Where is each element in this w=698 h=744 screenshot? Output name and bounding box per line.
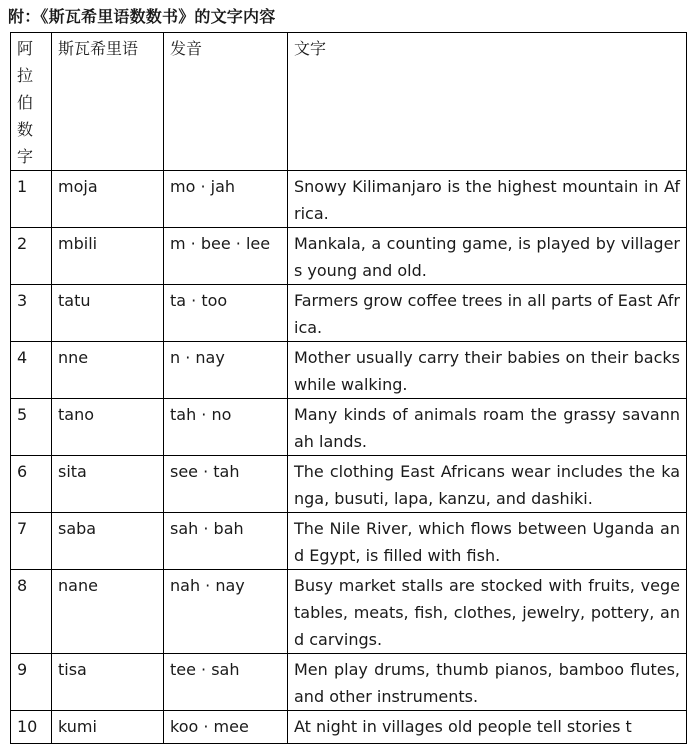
cell-text: Farmers grow coffee trees in all parts of East Africa.: [288, 285, 687, 342]
cell-pronunciation: sah · bah: [164, 513, 288, 570]
cell-number: 1: [11, 171, 52, 228]
document-title: 附：《斯瓦希里语数数书》的文字内容: [8, 7, 276, 26]
cell-swahili: mbili: [52, 228, 164, 285]
cell-swahili: tisa: [52, 654, 164, 711]
cell-text: Snowy Kilimanjaro is the highest mountain in Africa.: [288, 171, 687, 228]
header-cell-text: 文字: [288, 33, 687, 171]
header-number-label: 阿拉伯数字: [17, 39, 34, 166]
header-cell-number: [11, 33, 52, 171]
table-row: [11, 513, 687, 570]
header-cell-swahili: 斯瓦希里语: [52, 33, 164, 171]
cell-swahili: sita: [52, 456, 164, 513]
cell-number: 2: [11, 228, 52, 285]
table-row: [11, 228, 687, 285]
cell-pronunciation: see · tah: [164, 456, 288, 513]
cell-pronunciation: tee · sah: [164, 654, 288, 711]
cell-number: 9: [11, 654, 52, 711]
cell-swahili: nne: [52, 342, 164, 399]
cell-pronunciation: ta · too: [164, 285, 288, 342]
swahili-counting-table: [10, 32, 687, 744]
cell-swahili: moja: [52, 171, 164, 228]
table-row: [11, 711, 687, 744]
cell-pronunciation: mo · jah: [164, 171, 288, 228]
cell-pronunciation: nah · nay: [164, 570, 288, 654]
cell-number: 7: [11, 513, 52, 570]
cell-number: 10: [11, 711, 52, 744]
cell-number: 5: [11, 399, 52, 456]
cell-text: At night in villages old people tell stories t: [288, 711, 687, 744]
cell-swahili: tano: [52, 399, 164, 456]
cell-swahili: kumi: [52, 711, 164, 744]
cell-pronunciation: tah · no: [164, 399, 288, 456]
cell-number: 4: [11, 342, 52, 399]
cell-text: Busy market stalls are stocked with fruits, vegetables, meats, fish, clothes, jewelry, pottery, and carvings.: [288, 570, 687, 654]
cell-number: 6: [11, 456, 52, 513]
cell-text: The clothing East Africans wear includes the kanga, busuti, lapa, kanzu, and dashiki.: [288, 456, 687, 513]
cell-text: Mankala, a counting game, is played by villagers young and old.: [288, 228, 687, 285]
cell-number: 8: [11, 570, 52, 654]
cell-text: Mother usually carry their babies on their backs while walking.: [288, 342, 687, 399]
table-row: [11, 342, 687, 399]
cell-pronunciation: koo · mee: [164, 711, 288, 744]
table-row: [11, 456, 687, 513]
table-row: [11, 399, 687, 456]
cell-number: 3: [11, 285, 52, 342]
table-row: [11, 570, 687, 654]
table-row: [11, 285, 687, 342]
table-header-row: [11, 33, 687, 171]
cell-pronunciation: n · nay: [164, 342, 288, 399]
header-cell-pronunciation: 发音: [164, 33, 288, 171]
cell-text: The Nile River, which flows between Uganda and Egypt, is filled with fish.: [288, 513, 687, 570]
table-row: [11, 654, 687, 711]
cell-swahili: nane: [52, 570, 164, 654]
cell-swahili: saba: [52, 513, 164, 570]
table-row: [11, 171, 687, 228]
cell-text: Many kinds of animals roam the grassy savannah lands.: [288, 399, 687, 456]
cell-swahili: tatu: [52, 285, 164, 342]
cell-pronunciation: m · bee · lee: [164, 228, 288, 285]
cell-text: Men play drums, thumb pianos, bamboo flutes, and other instruments.: [288, 654, 687, 711]
